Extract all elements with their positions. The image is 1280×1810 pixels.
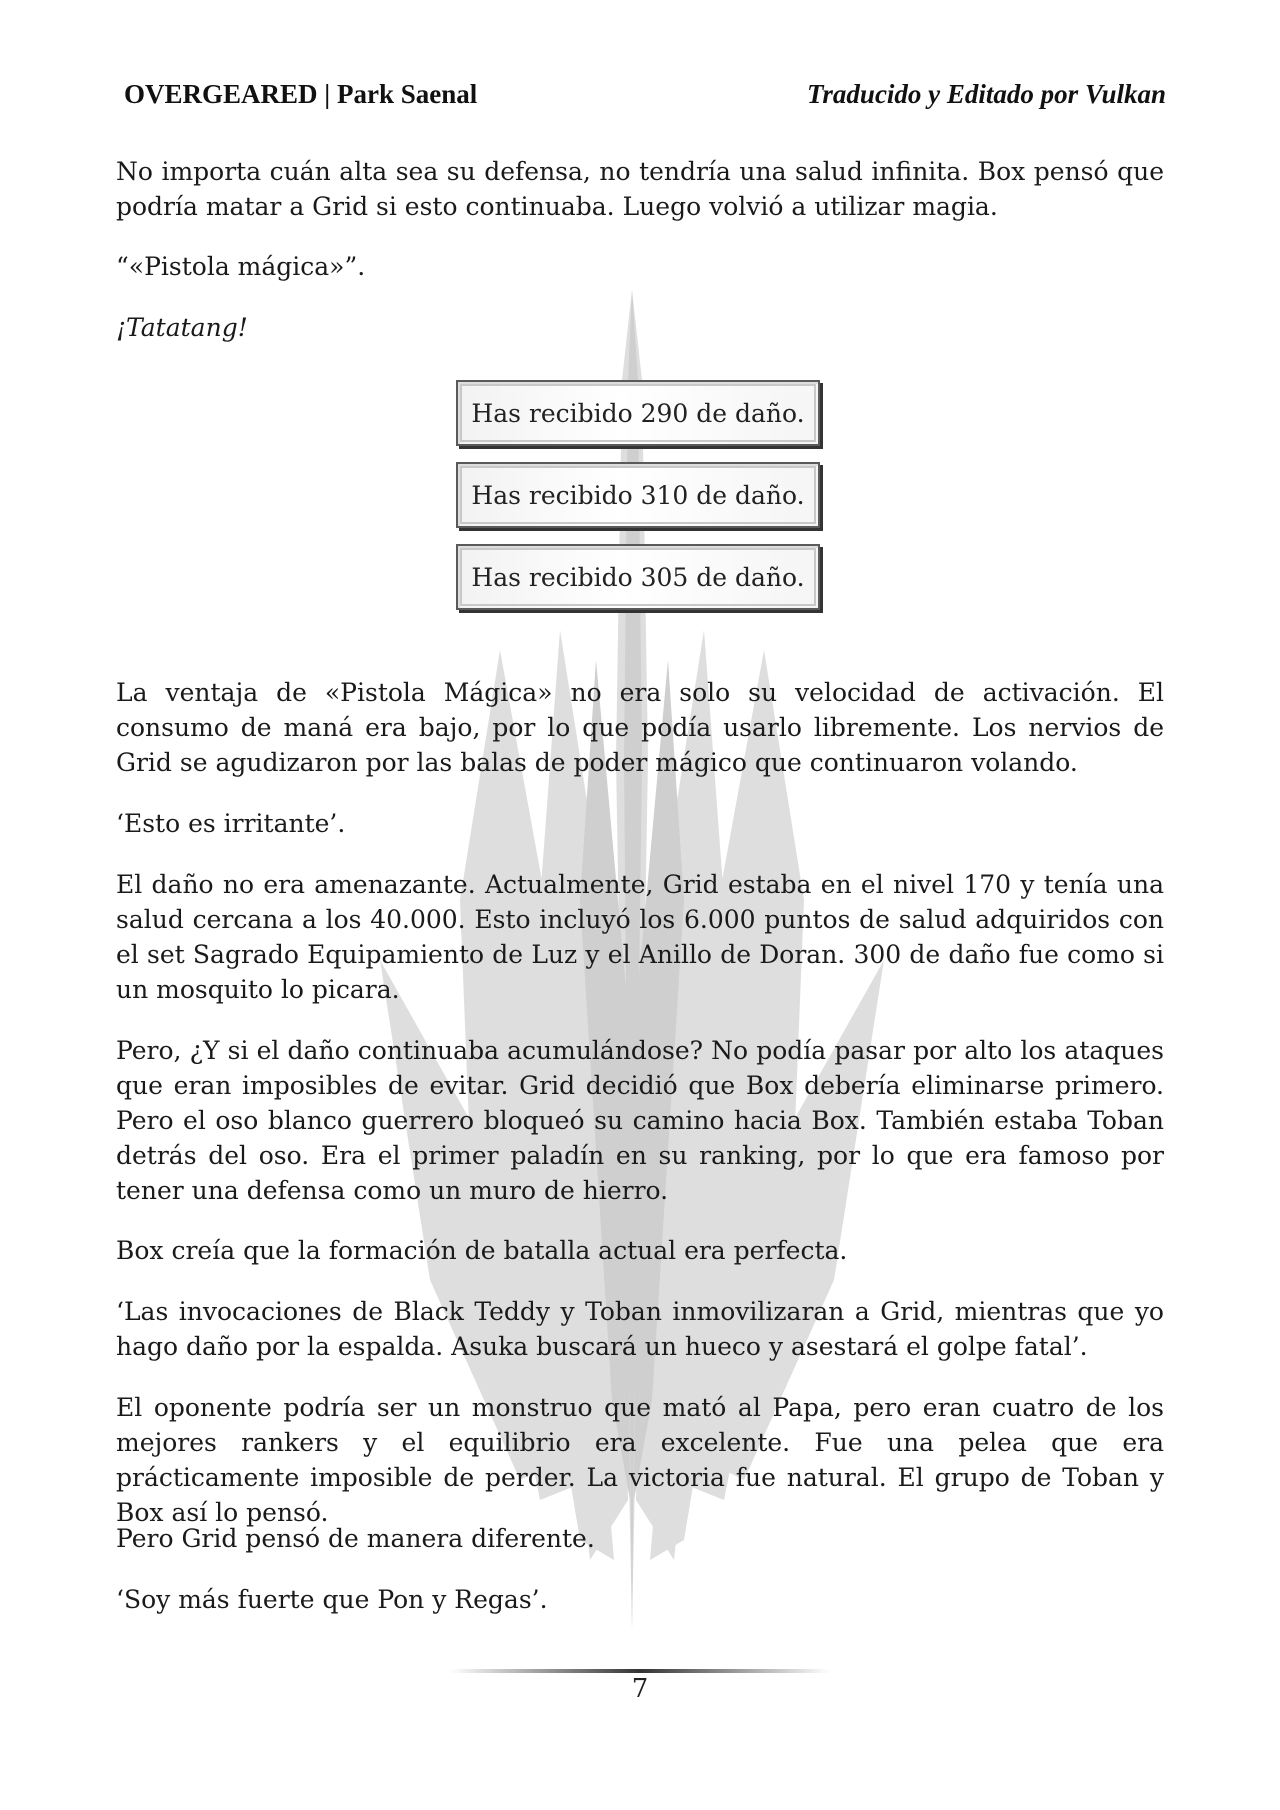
damage-message-text: Has recibido 290 de daño. xyxy=(471,398,805,428)
paragraph: El daño no era amenazante. Actualmente, Grid estaba en el nivel 170 y tenía una salud cercana a los 40.000. Esto incluyó los 6.000 puntos de salud adquiridos con el set Sagrado Equipamiento de Luz y el Anillo de Doran. 300 de daño fue como si un mosquito lo picara. xyxy=(116,870,1164,1004)
paragraph-sound-effect: ¡Tatatang! xyxy=(116,313,248,342)
book-title: OVERGEARED | Park Saenal xyxy=(124,78,478,109)
footer-divider xyxy=(450,1669,830,1673)
damage-message-box xyxy=(456,544,820,610)
paragraph: Pero Grid pensó de manera diferente. xyxy=(116,1524,595,1553)
paragraph: ‘Soy más fuerte que Pon y Regas’. xyxy=(116,1585,548,1614)
damage-message-box xyxy=(456,380,820,446)
paragraph: No importa cuán alta sea su defensa, no tendría una salud infinita. Box pensó que podría matar a Grid si esto continuaba. Luego volvió a utilizar magia. xyxy=(116,157,1164,221)
paragraph: La ventaja de «Pistola Mágica» no era solo su velocidad de activación. El consumo de maná era bajo, por lo que podía usarlo libremente. Los nervios de Grid se agudizaron por las balas de poder mágico que continuaron volando. xyxy=(116,678,1164,777)
paragraph: Pero, ¿Y si el daño continuaba acumulándose? No podía pasar por alto los ataques que eran imposibles de evitar. Grid decidió que Box debería eliminarse primero. Pero el oso blanco guerrero bloqueó su camino hacia Box. También estaba Toban detrás del oso. Era el primer paladín en su ranking, por lo que era famoso por tener una defensa como un muro de hierro. xyxy=(116,1036,1164,1205)
paragraph: ‘Esto es irritante’. xyxy=(116,809,346,838)
paragraph: “«Pistola mágica»”. xyxy=(116,252,366,281)
paragraph: El oponente podría ser un monstruo que mató al Papa, pero eran cuatro de los mejores rankers y el equilibrio era excelente. Fue una pelea que era prácticamente imposible de perder. La victoria fue natural. El grupo de Toban y Box así lo pensó. xyxy=(116,1393,1164,1527)
page-header xyxy=(124,74,1166,114)
damage-message-text: Has recibido 305 de daño. xyxy=(471,562,805,592)
page-number: 7 xyxy=(631,1674,649,1704)
paragraph: Box creía que la formación de batalla actual era perfecta. xyxy=(116,1236,848,1265)
translator-credit: Traducido y Editado por Vulkan xyxy=(806,78,1166,109)
damage-message-text: Has recibido 310 de daño. xyxy=(471,480,805,510)
damage-message-box xyxy=(456,462,820,528)
paragraph: ‘Las invocaciones de Black Teddy y Toban inmovilizaran a Grid, mientras que yo hago daño por la espalda. Asuka buscará un hueco y asestará el golpe fatal’. xyxy=(116,1297,1164,1361)
